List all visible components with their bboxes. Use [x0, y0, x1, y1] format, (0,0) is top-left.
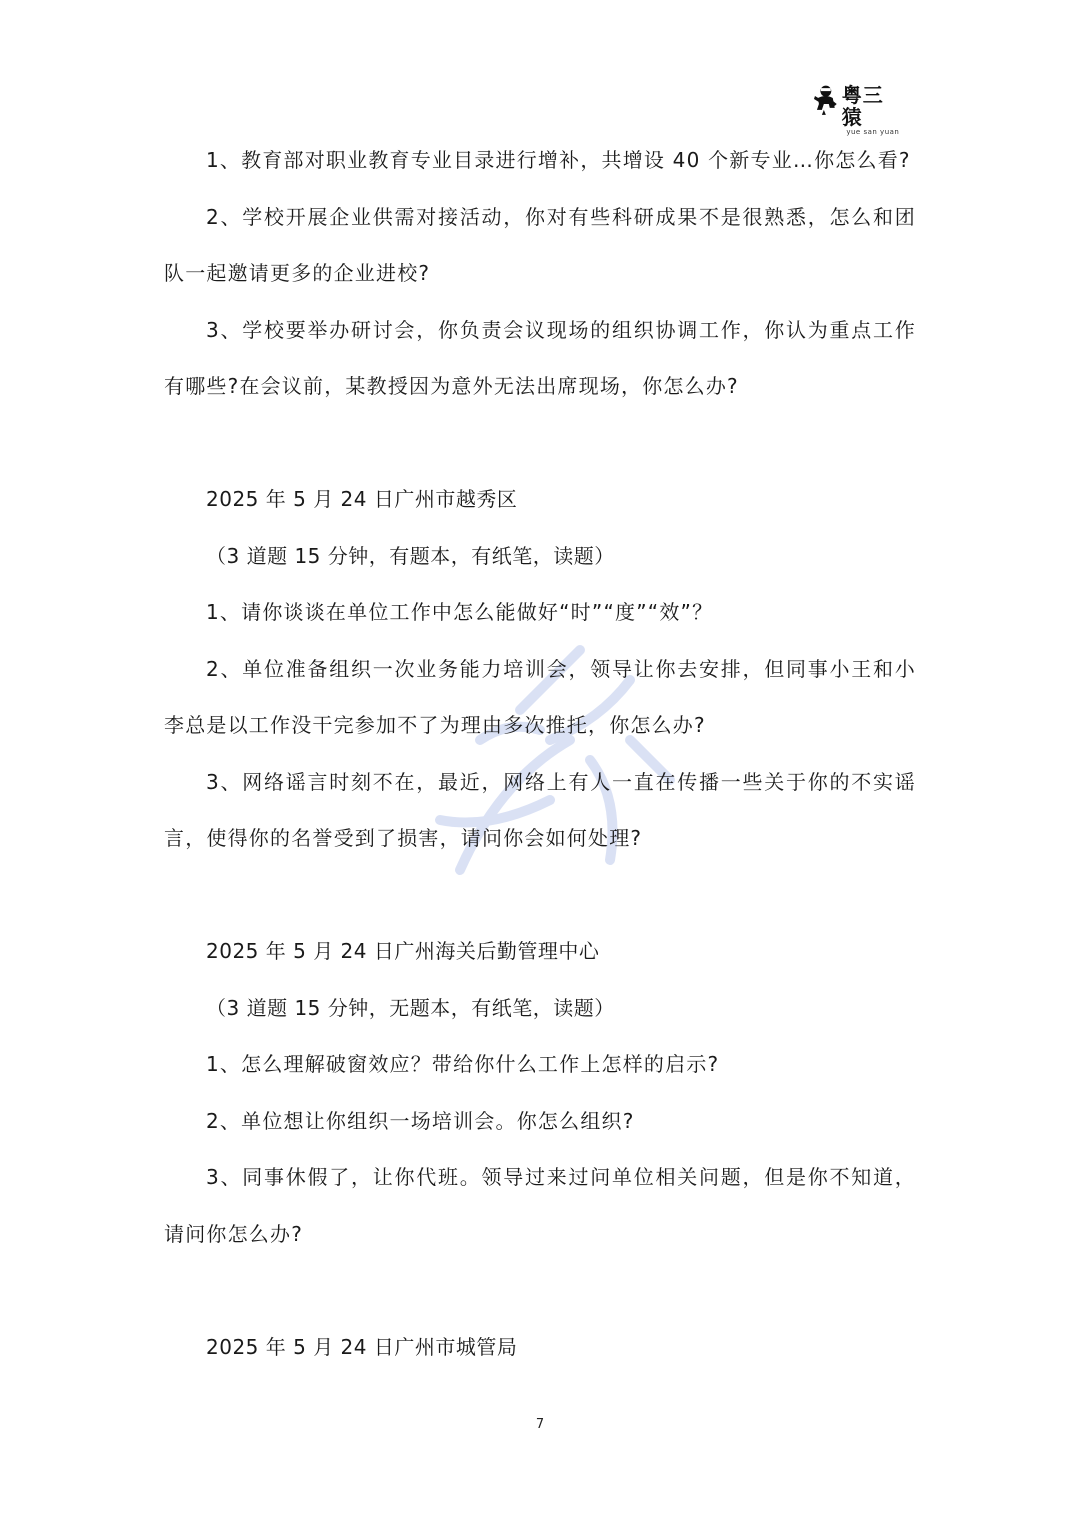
section-spacer — [164, 415, 916, 472]
question-1: 1、教育部对职业教育专业目录进行增补，共增设 40 个新专业…你怎么看? — [206, 148, 911, 172]
page-number: 7 — [535, 1417, 545, 1432]
question-2: 2、单位准备组织一次业务能力培训会，领导让你去安排，但同事小王和小李总是以工作没干完参加不了为理由多次推托，你怎么办? — [164, 656, 916, 737]
monkey-logo-icon — [812, 84, 838, 116]
question-2: 2、单位想让你组织一场培训会。你怎么组织? — [206, 1108, 635, 1133]
question-3: 3、同事休假了，让你代班。领导过来过问单位相关问题，但是你不知道，请问你怎么办? — [164, 1165, 916, 1246]
section-note-customs: （3 道题 15 分钟，无题本，有纸笔，读题） — [206, 995, 615, 1020]
logo-pinyin-text: yue san yuan — [846, 128, 900, 136]
question-2: 2、学校开展企业供需对接活动，你对有些科研成果不是很熟悉，怎么和团队一起邀请更多的企业进校? — [164, 204, 916, 285]
brand-logo — [812, 83, 904, 136]
question-1: 1、怎么理解破窗效应？带给你什么工作上怎样的启示? — [206, 1052, 720, 1076]
document-body — [164, 132, 916, 1375]
section-heading-chengguan: 2025 年 5 月 24 日广州市城管局 — [206, 1334, 518, 1359]
section-spacer — [164, 867, 916, 924]
section-spacer — [164, 1262, 916, 1319]
section-heading-customs: 2025 年 5 月 24 日广州海关后勤管理中心 — [206, 939, 600, 963]
question-3: 3、网络谣言时刻不在，最近，网络上有人一直在传播一些关于你的不实谣言，使得你的名誉受到了损害，请问你会如何处理? — [164, 769, 916, 850]
logo-brand-text: 粤三猿 — [841, 83, 884, 129]
section-note-yuexiu: （3 道题 15 分钟，有题本，有纸笔，读题） — [206, 543, 615, 568]
section-heading-yuexiu: 2025 年 5 月 24 日广州市越秀区 — [206, 487, 518, 511]
question-1: 1、请你谈谈在单位工作中怎么能做好“时”“度”“效”？ — [206, 600, 714, 624]
question-3: 3、学校要举办研讨会，你负责会议现场的组织协调工作，你认为重点工作有哪些?在会议前，某教授因为意外无法出席现场，你怎么办? — [164, 317, 916, 398]
